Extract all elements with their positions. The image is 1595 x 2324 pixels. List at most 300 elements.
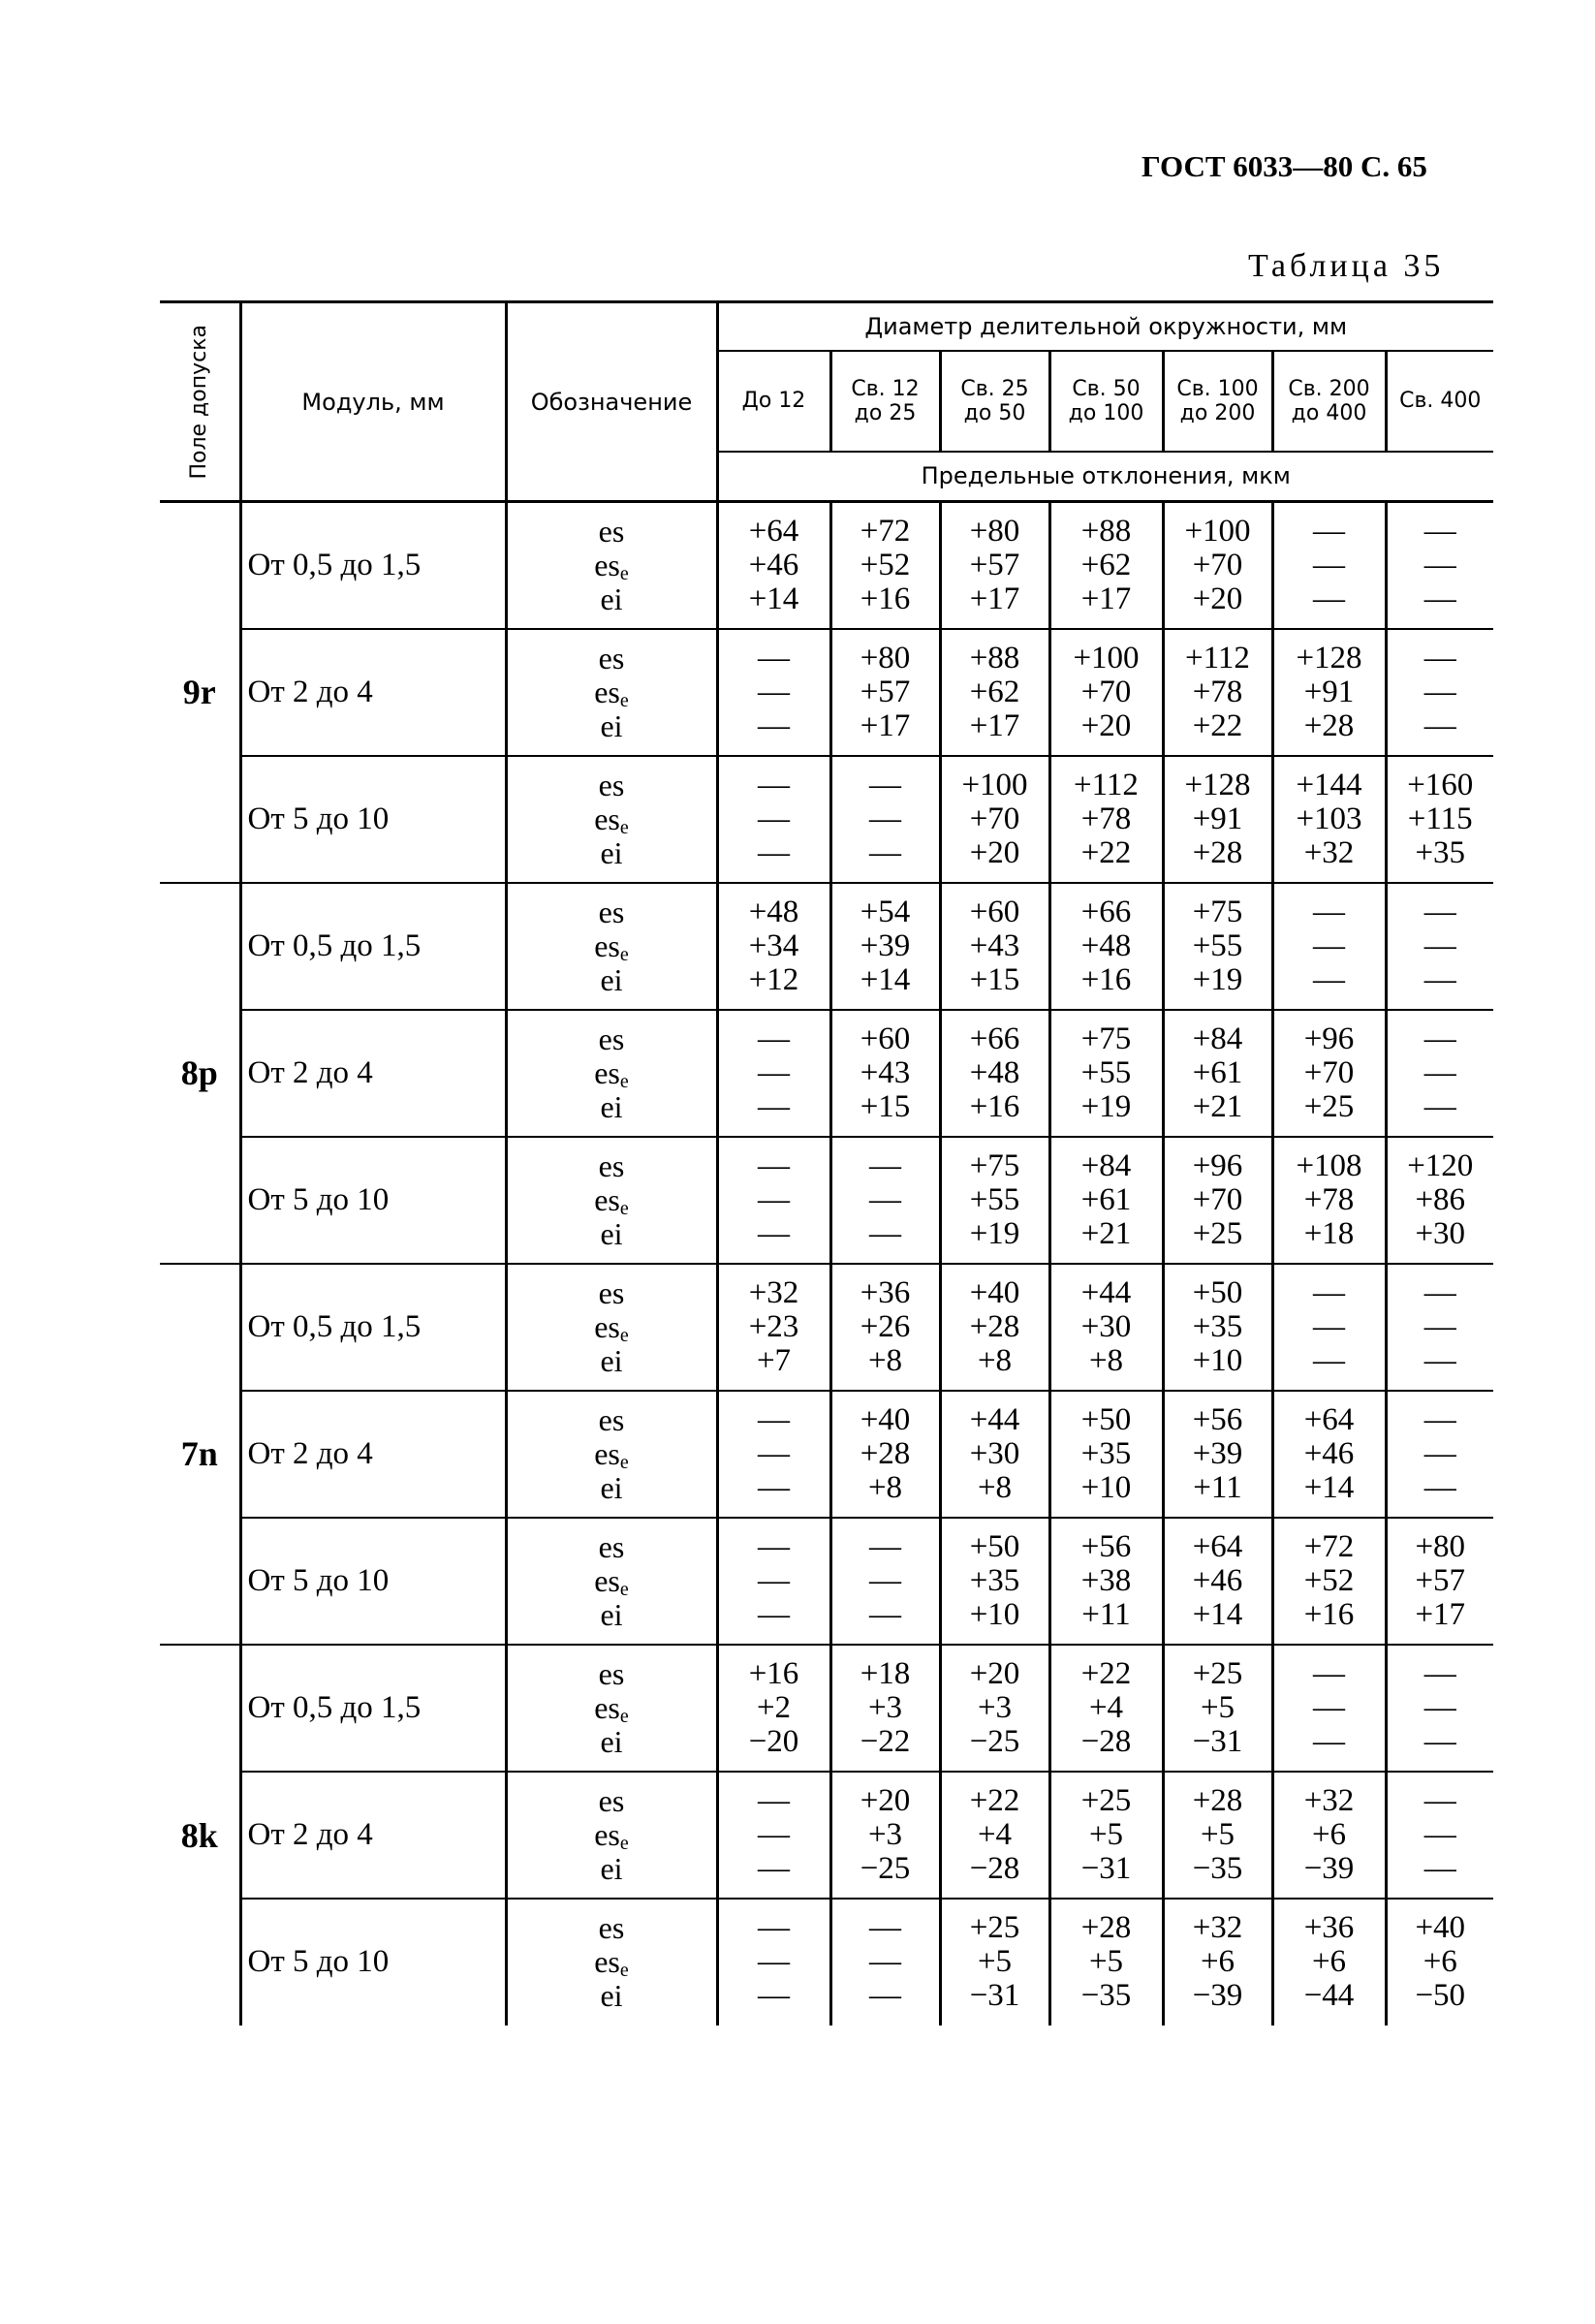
deviation-value: −31: [1192, 1723, 1243, 1759]
deviation-value: −20: [748, 1723, 799, 1759]
designation-label: [508, 1725, 716, 1759]
designation-cell: [506, 502, 717, 629]
deviation-value: —: [1423, 1469, 1456, 1505]
value-cell: [830, 883, 940, 1010]
deviation-value: +43: [860, 1054, 911, 1090]
value-cell: [830, 1645, 940, 1772]
designation-cell: [506, 629, 717, 756]
designation-label: [508, 675, 716, 709]
deviation-value: —: [869, 1215, 901, 1251]
deviation-value: +84: [1080, 1147, 1132, 1183]
value-cell: [940, 1264, 1049, 1391]
deviation-value: —: [1423, 1021, 1456, 1056]
designation-text: es: [594, 1054, 620, 1090]
designation-label: [508, 1818, 716, 1852]
deviation-value: −50: [1415, 1978, 1466, 2013]
table-row: [160, 502, 1493, 629]
deviation-value: +84: [1192, 1021, 1243, 1056]
designation-cell: [506, 883, 717, 1010]
designation-text: ei: [600, 1215, 623, 1251]
deviation-value: —: [1423, 894, 1456, 929]
deviation-value: —: [1423, 1401, 1456, 1437]
deviation-value: —: [1313, 513, 1345, 549]
designation-cell: [506, 1264, 717, 1391]
deviation-value: +25: [1192, 1215, 1243, 1251]
module-cell: От 2 до 4: [240, 629, 506, 756]
value-cell: [940, 883, 1049, 1010]
designation-text: es: [594, 1435, 620, 1471]
deviation-value: −35: [1192, 1850, 1243, 1886]
range-header-0: [717, 351, 830, 452]
designation-subscript: e: [619, 1451, 629, 1473]
deviation-value: —: [1313, 547, 1345, 582]
module-cell: От 0,5 до 1,5: [240, 1645, 506, 1772]
value-cell: [717, 1518, 830, 1645]
deviation-value: +70: [1192, 1181, 1243, 1217]
designation-text: es: [594, 547, 620, 582]
designation-text: ei: [600, 1342, 623, 1378]
designation-text: ei: [600, 1723, 623, 1759]
deviation-value: —: [869, 1181, 901, 1217]
deviation-value: +115: [1407, 801, 1473, 836]
value-cell: [940, 1645, 1049, 1772]
designation-label: [508, 1784, 716, 1818]
deviation-value: +32: [1303, 1782, 1355, 1818]
deviation-value: +19: [1080, 1088, 1132, 1124]
deviation-value: +36: [1303, 1910, 1355, 1945]
deviation-value: +48: [969, 1054, 1020, 1090]
deviation-value: —: [758, 1850, 790, 1886]
designation-text: es: [598, 894, 625, 929]
deviation-value: +80: [969, 513, 1020, 549]
range-header-line: до 100: [1068, 400, 1144, 425]
deviation-value: +28: [969, 1308, 1020, 1344]
range-header-line: Св. 50: [1072, 376, 1141, 401]
designation-text: ei: [600, 1596, 623, 1632]
deviation-value: +80: [1415, 1528, 1466, 1564]
value-cell: [1163, 1518, 1272, 1645]
deviation-value: —: [1423, 1435, 1456, 1471]
deviation-value: +8: [977, 1469, 1013, 1505]
value-cell: [1272, 502, 1386, 629]
value-cell: [1049, 1772, 1163, 1899]
deviation-value: +128: [1296, 640, 1362, 675]
value-cell: [830, 1391, 940, 1518]
designation-text: es: [598, 1401, 625, 1437]
deviation-value: +43: [969, 927, 1020, 963]
deviation-value: —: [758, 1147, 790, 1183]
value-cell: [1049, 1137, 1163, 1264]
designation-subscript: e: [619, 1070, 629, 1092]
designation-text: es: [594, 801, 620, 836]
value-cell: [830, 1772, 940, 1899]
table-caption: Таблица 35: [1248, 248, 1445, 284]
designation-text: ei: [600, 1469, 623, 1505]
deviation-value: +6: [1311, 1816, 1347, 1852]
deviation-value: —: [869, 1562, 901, 1598]
module-header: Модуль, мм: [240, 302, 506, 502]
deviation-value: +28: [860, 1435, 911, 1471]
deviation-value: +23: [748, 1308, 799, 1344]
designation-text: es: [598, 1021, 625, 1056]
deviation-value: —: [869, 1910, 901, 1945]
deviation-value: +144: [1296, 767, 1362, 802]
deviation-value: +160: [1407, 767, 1474, 802]
designation-text: ei: [600, 1850, 623, 1886]
deviation-value: +11: [1081, 1596, 1131, 1632]
deviation-value: —: [758, 1596, 790, 1632]
designation-label: [508, 1344, 716, 1378]
designation-label: [508, 1691, 716, 1725]
designation-cell: [506, 1772, 717, 1899]
designation-text: es: [594, 1816, 620, 1852]
table-row: [160, 883, 1493, 1010]
designation-text: es: [594, 1689, 620, 1725]
module-cell: От 5 до 10: [240, 1137, 506, 1264]
deviation-value: —: [1313, 961, 1345, 997]
designation-text: es: [598, 1782, 625, 1818]
field-header-cell: [160, 302, 240, 502]
deviation-value: +19: [1192, 961, 1243, 997]
value-cell: [1272, 1518, 1386, 1645]
deviation-value: +48: [748, 894, 799, 929]
designation-text: es: [598, 767, 625, 802]
value-cell: [717, 502, 830, 629]
designation-text: es: [594, 1562, 620, 1598]
designation-label: [508, 769, 716, 802]
tolerance-field-cell: [160, 1264, 240, 1645]
designation-label: [508, 642, 716, 675]
deviation-value: +44: [969, 1401, 1020, 1437]
designation-label: [508, 836, 716, 870]
value-cell: [940, 502, 1049, 629]
deviation-value: +19: [969, 1215, 1020, 1251]
deviation-value: +36: [860, 1274, 911, 1310]
deviation-value: +17: [1080, 581, 1132, 616]
deviation-value: +44: [1080, 1274, 1132, 1310]
deviation-value: +5: [1088, 1944, 1124, 1979]
deviation-value: +70: [969, 801, 1020, 836]
deviation-value: +26: [860, 1308, 911, 1344]
tolerance-field: 8k: [180, 1815, 218, 1855]
deviation-value: —: [1423, 674, 1456, 709]
deviation-value: +64: [748, 513, 799, 549]
value-cell: [1163, 1264, 1272, 1391]
deviation-value: +35: [969, 1562, 1020, 1598]
deviation-value: +20: [969, 834, 1020, 870]
deviation-value: +25: [1080, 1782, 1132, 1818]
deviation-value: +57: [860, 674, 911, 709]
deviation-value: —: [869, 801, 901, 836]
deviation-value: —: [1423, 1655, 1456, 1691]
deviation-value: +3: [867, 1816, 903, 1852]
deviation-value: —: [1313, 1655, 1345, 1691]
designation-text: es: [598, 1655, 625, 1691]
deviation-value: —: [1423, 1274, 1456, 1310]
value-cell: [830, 1137, 940, 1264]
deviation-value: +46: [1192, 1562, 1243, 1598]
designation-text: ei: [600, 1978, 623, 2013]
designation-label: [508, 1471, 716, 1505]
deviation-value: +3: [977, 1689, 1013, 1725]
deviation-value: +50: [969, 1528, 1020, 1564]
value-cell: [1386, 1264, 1493, 1391]
deviation-value: +60: [969, 894, 1020, 929]
value-cell: [940, 1010, 1049, 1137]
deviation-value: —: [1423, 1308, 1456, 1344]
designation-subscript: e: [619, 1705, 629, 1727]
designation-cell: [506, 1137, 717, 1264]
designation-text: ei: [600, 834, 623, 870]
deviation-value: —: [1423, 707, 1456, 743]
designation-label: [508, 1437, 716, 1471]
value-cell: [1272, 1772, 1386, 1899]
deviation-value: —: [758, 1528, 790, 1564]
deviation-value: +28: [1192, 1782, 1243, 1818]
deviation-value: +17: [860, 707, 911, 743]
page-header: ГОСТ 6033—80 С. 65: [1142, 149, 1427, 183]
value-cell: [717, 1264, 830, 1391]
deviation-value: +17: [969, 581, 1020, 616]
deviation-value: —: [869, 1978, 901, 2013]
deviation-value: +100: [1184, 513, 1251, 549]
designation-cell: [506, 1518, 717, 1645]
range-header-line: до 25: [854, 400, 917, 425]
value-cell: [830, 1264, 940, 1391]
range-header-line: Св. 25: [960, 376, 1029, 401]
value-cell: [830, 1899, 940, 2026]
deviation-value: +25: [1303, 1088, 1355, 1124]
designation-cell: [506, 1391, 717, 1518]
value-cell: [1049, 1518, 1163, 1645]
table-row: [160, 1645, 1493, 1772]
range-header-3: [1049, 351, 1163, 452]
deviation-value: +112: [1074, 767, 1139, 802]
tolerance-field: 8p: [180, 1053, 218, 1092]
table-body: [160, 302, 1493, 2026]
deviation-value: —: [1423, 581, 1456, 616]
designation-text: ei: [600, 1088, 623, 1124]
designation-text: ei: [600, 961, 623, 997]
designation-label: [508, 1090, 716, 1124]
deviation-value: +22: [969, 1782, 1020, 1818]
value-cell: [1272, 1137, 1386, 1264]
deviation-value: +88: [969, 640, 1020, 675]
range-header-line: до 400: [1291, 400, 1367, 425]
deviation-value: +5: [1200, 1816, 1235, 1852]
value-cell: [1272, 1264, 1386, 1391]
deviation-value: —: [869, 767, 901, 802]
deviation-value: +46: [748, 547, 799, 582]
deviation-value: —: [1313, 1723, 1345, 1759]
value-cell: [1049, 1264, 1163, 1391]
deviation-value: +40: [1415, 1910, 1466, 1945]
deviation-value: +61: [1192, 1054, 1243, 1090]
designation-label: [508, 549, 716, 582]
deviation-value: +108: [1296, 1147, 1362, 1183]
value-cell: [1163, 502, 1272, 629]
deviation-value: —: [758, 674, 790, 709]
deviation-value: +20: [1192, 581, 1243, 616]
deviation-value: +78: [1192, 674, 1243, 709]
deviation-value: +96: [1303, 1021, 1355, 1056]
deviation-value: +21: [1080, 1215, 1132, 1251]
field-header: Поле допуска: [186, 324, 211, 480]
deviation-value: +70: [1192, 547, 1243, 582]
deviation-value: +103: [1296, 801, 1362, 836]
value-cell: [1386, 629, 1493, 756]
value-cell: [1272, 1391, 1386, 1518]
value-cell: [1272, 1899, 1386, 2026]
deviation-value: —: [1313, 1308, 1345, 1344]
deviation-value: +10: [1080, 1469, 1132, 1505]
value-cell: [1386, 1772, 1493, 1899]
deviation-value: —: [758, 1021, 790, 1056]
deviation-value: —: [758, 767, 790, 802]
designation-subscript: e: [619, 689, 629, 711]
designation-text: ei: [600, 581, 623, 616]
designation-text: es: [598, 1274, 625, 1310]
deviation-value: +3: [867, 1689, 903, 1725]
deviation-value: +28: [1192, 834, 1243, 870]
designation-text: es: [598, 513, 625, 549]
value-cell: [1049, 883, 1163, 1010]
deviation-value: +6: [1200, 1944, 1235, 1979]
deviation-value: +72: [1303, 1528, 1355, 1564]
table-row: [160, 1899, 1493, 2026]
deviation-value: +15: [860, 1088, 911, 1124]
deviation-value: +20: [1080, 707, 1132, 743]
deviation-value: +28: [1303, 707, 1355, 743]
deviation-value: —: [1423, 1342, 1456, 1378]
range-header-6: [1386, 351, 1493, 452]
deviation-value: −35: [1080, 1978, 1132, 2013]
value-cell: [1272, 1010, 1386, 1137]
designation-label: [508, 1217, 716, 1251]
table-row: [160, 1010, 1493, 1137]
designation-label: [508, 1911, 716, 1945]
designation-label: [508, 1598, 716, 1632]
deviation-value: —: [758, 1401, 790, 1437]
designation-text: es: [594, 674, 620, 709]
deviation-value: +72: [860, 513, 911, 549]
value-cell: [830, 1518, 940, 1645]
deviation-value: +5: [977, 1944, 1013, 1979]
deviation-value: —: [869, 1147, 901, 1183]
designation-subscript: e: [619, 562, 629, 584]
value-cell: [717, 1645, 830, 1772]
deviation-value: +39: [860, 927, 911, 963]
deviation-value: —: [1423, 1054, 1456, 1090]
deviation-value: —: [758, 1469, 790, 1505]
value-cell: [1049, 629, 1163, 756]
deviation-value: +57: [969, 547, 1020, 582]
deviation-value: +5: [1088, 1816, 1124, 1852]
value-cell: [940, 1137, 1049, 1264]
deviation-value: —: [869, 1528, 901, 1564]
value-cell: [1386, 756, 1493, 883]
value-cell: [717, 1899, 830, 2026]
value-cell: [1163, 1772, 1272, 1899]
deviation-value: +22: [1080, 834, 1132, 870]
deviation-value: +62: [969, 674, 1020, 709]
deviation-value: +75: [1192, 894, 1243, 929]
deviation-value: +16: [969, 1088, 1020, 1124]
deviation-value: —: [1423, 640, 1456, 675]
module-cell: От 2 до 4: [240, 1010, 506, 1137]
tolerance-table: [160, 300, 1493, 2026]
deviation-value: +56: [1080, 1528, 1132, 1564]
deviation-value: +16: [1080, 961, 1132, 997]
deviation-value: —: [1423, 547, 1456, 582]
module-cell: От 2 до 4: [240, 1391, 506, 1518]
designation-subscript: e: [619, 1960, 629, 1981]
deviation-value: −44: [1303, 1978, 1355, 2013]
designation-label: [508, 582, 716, 616]
deviation-value: +10: [969, 1596, 1020, 1632]
table-row: [160, 1137, 1493, 1264]
deviation-value: +4: [1088, 1689, 1124, 1725]
module-cell: От 0,5 до 1,5: [240, 502, 506, 629]
value-cell: [1163, 756, 1272, 883]
value-cell: [940, 629, 1049, 756]
value-cell: [717, 883, 830, 1010]
deviation-value: —: [1423, 1723, 1456, 1759]
value-cell: [717, 1010, 830, 1137]
tolerance-field-cell: [160, 1645, 240, 2026]
deviation-value: +80: [860, 640, 911, 675]
deviation-value: +75: [1080, 1021, 1132, 1056]
deviation-value: —: [1313, 1274, 1345, 1310]
deviation-value: +16: [860, 581, 911, 616]
value-cell: [717, 1772, 830, 1899]
deviation-value: —: [1313, 894, 1345, 929]
deviation-value: +66: [969, 1021, 1020, 1056]
designation-label: [508, 1276, 716, 1310]
deviation-value: +34: [748, 927, 799, 963]
value-cell: [1163, 1137, 1272, 1264]
deviation-value: +70: [1303, 1054, 1355, 1090]
designation-label: [508, 1149, 716, 1183]
deviations-header: Предельные отклонения, мкм: [717, 452, 1493, 502]
tolerance-field-cell: [160, 883, 240, 1264]
value-cell: [940, 1899, 1049, 2026]
table-row: [160, 1518, 1493, 1645]
deviation-value: −31: [969, 1978, 1020, 2013]
deviation-value: −25: [860, 1850, 911, 1886]
value-cell: [1386, 1899, 1493, 2026]
designation-text: es: [594, 1181, 620, 1217]
designation-label: [508, 515, 716, 549]
designation-subscript: e: [619, 1578, 629, 1600]
module-cell: От 5 до 10: [240, 756, 506, 883]
range-header-5: [1272, 351, 1386, 452]
deviation-value: —: [869, 834, 901, 870]
value-cell: [717, 1391, 830, 1518]
designation-text: es: [598, 1528, 625, 1564]
value-cell: [1163, 1645, 1272, 1772]
designation-label: [508, 1852, 716, 1886]
value-cell: [830, 502, 940, 629]
deviation-value: +91: [1303, 674, 1355, 709]
value-cell: [1049, 756, 1163, 883]
deviation-value: +120: [1407, 1147, 1474, 1183]
deviation-value: +39: [1192, 1435, 1243, 1471]
value-cell: [940, 1518, 1049, 1645]
designation-subscript: e: [619, 1197, 629, 1219]
deviation-value: —: [758, 1088, 790, 1124]
value-cell: [1163, 629, 1272, 756]
